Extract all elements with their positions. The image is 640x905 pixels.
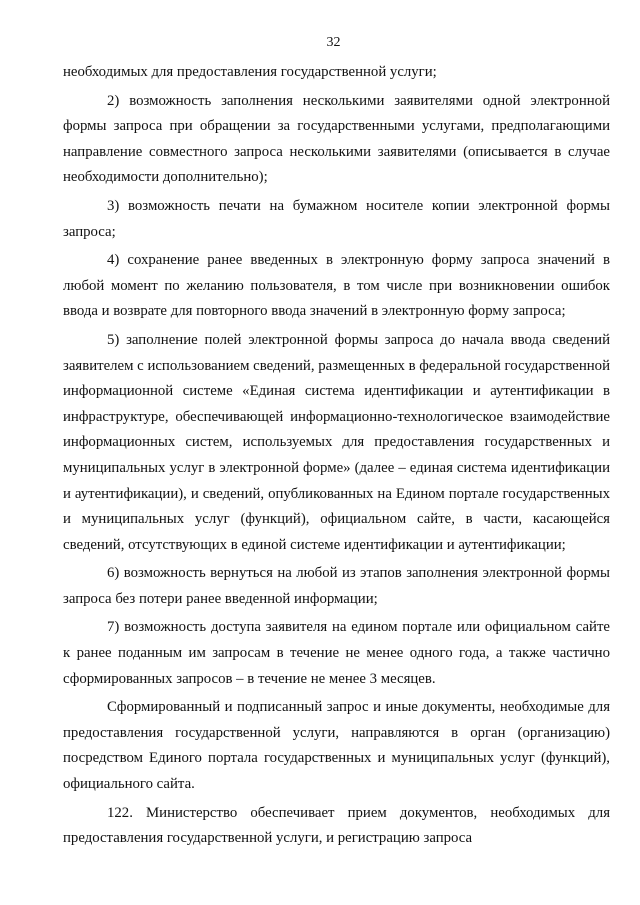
paragraph-submission: Сформированный и подписанный запрос и иные документы, необходимые для предоставления государственной услуги, направляются в орган (организацию) посредством Единого портала государственных и муниципальных услуг (функций), официального сайта. <box>63 699 610 793</box>
paragraph-item-2: 2) возможность заполнения несколькими заявителями одной электронной формы запроса при обращении за государственными услугами, предполагающими направление совместного запроса несколькими заявителями (описывается в случае необходимости дополнительно); <box>63 92 610 186</box>
paragraph-item-7: 7) возможность доступа заявителя на едином портале или официальном сайте к ранее поданным им запросам в течение не менее одного года, а также частично сформированных запросов – в течение не менее 3 месяцев. <box>63 619 610 687</box>
paragraph-continuation: необходимых для предоставления государственной услуги; <box>63 64 437 80</box>
paragraph-item-6: 6) возможность вернуться на любой из этапов заполнения электронной формы запроса без потери ранее введенной информации; <box>63 565 610 607</box>
paragraph-item-4: 4) сохранение ранее введенных в электронную форму запроса значений в любой момент по желанию пользователя, в том числе при возникновении ошибок ввода и возврате для повторного ввода значений в электронную форму запроса; <box>63 252 610 320</box>
paragraph-clause-122: 122. Министерство обеспечивает прием документов, необходимых для предоставления государственной услуги, и регистрацию запроса <box>63 804 610 847</box>
page-number: 32 <box>326 35 341 50</box>
paragraph-item-5: 5) заполнение полей электронной формы запроса до начала ввода сведений заявителем с использованием сведений, размещенных в федеральной государственной информационной системе «Единая система идентификации и аутентификации в инфраструктуре, обеспечивающей информационно-технологическое взаимодействие информационных систем, используемых для предоставления государственных и муниципальных услуг в электронной форме» (далее – единая система идентификации и аутентификации), и сведений, опубликованных на Едином портале государственных и муниципальных услуг (функций), официальном сайте, в части, касающейся сведений, отсутствующих в единой системе идентификации и аутентификации; <box>63 331 610 553</box>
paragraph-item-3: 3) возможность печати на бумажном носителе копии электронной формы запроса; <box>63 197 610 240</box>
